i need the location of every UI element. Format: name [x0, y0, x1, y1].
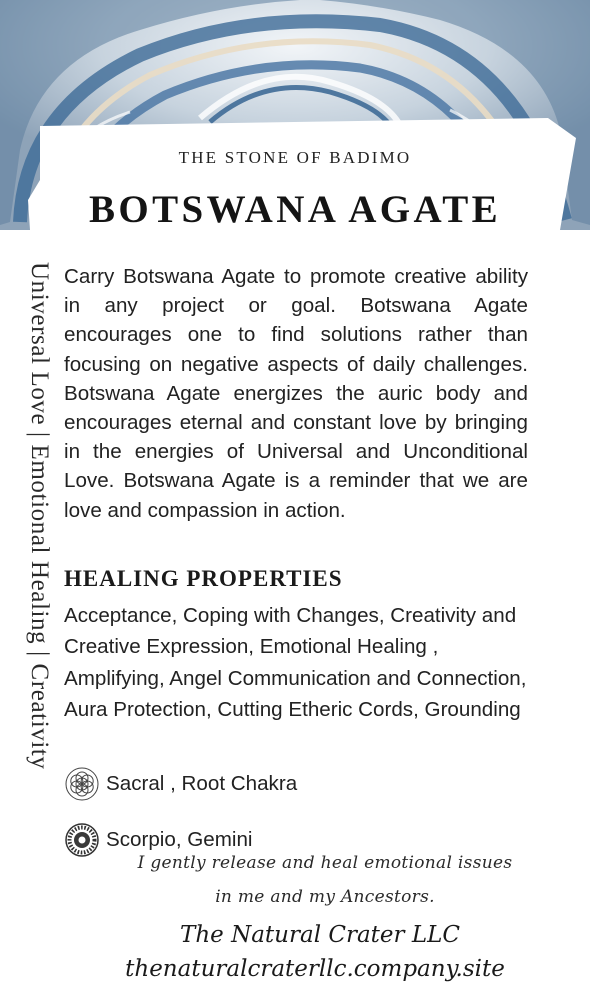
chakra-row [64, 766, 297, 802]
zodiac-text: Scorpio, Gemini [106, 828, 253, 851]
healing-properties-list: Acceptance, Coping with Changes, Creativity and Creative Expression, Emotional Healing , Amplifying, Angel Communication and Connection, Aura Protection, Cutting Etheric Cords, Grounding [64, 604, 527, 721]
chakra-text: Sacral , Root Chakra [106, 772, 298, 795]
healing-properties-heading: HEALING PROPERTIES [64, 566, 343, 591]
affirmation-line-1: I gently release and heal emotional issues [137, 853, 513, 873]
stone-description: Carry Botswana Agate to promote creative ability in any project or goal. Botswana Agate encourages one to find solutions rather than focusing on negative aspects of daily challenges. Botswana Agate energizes the auric body and encourages eternal and constant love by bringing in the energies of Universal and Unconditional Love. Botswana Agate is a reminder that we are love and compassion in action. [64, 265, 528, 522]
company-name: The Natural Crater LLC [180, 922, 460, 948]
subtitle: THE STONE OF BADIMO [178, 148, 412, 167]
website-link[interactable]: thenaturalcraterllc.company.site [125, 956, 505, 982]
flower-of-life-icon [64, 766, 100, 802]
vertical-tagline-text: Universal Love | Emotional Healing | Creativity [26, 262, 53, 770]
vertical-tagline [22, 262, 56, 952]
zodiac-wheel-icon [64, 822, 100, 858]
affirmation [120, 846, 530, 914]
affirmation-line-2: in me and my Ancestors. [215, 887, 435, 907]
page-title: BOTSWANA AGATE [88, 188, 502, 231]
